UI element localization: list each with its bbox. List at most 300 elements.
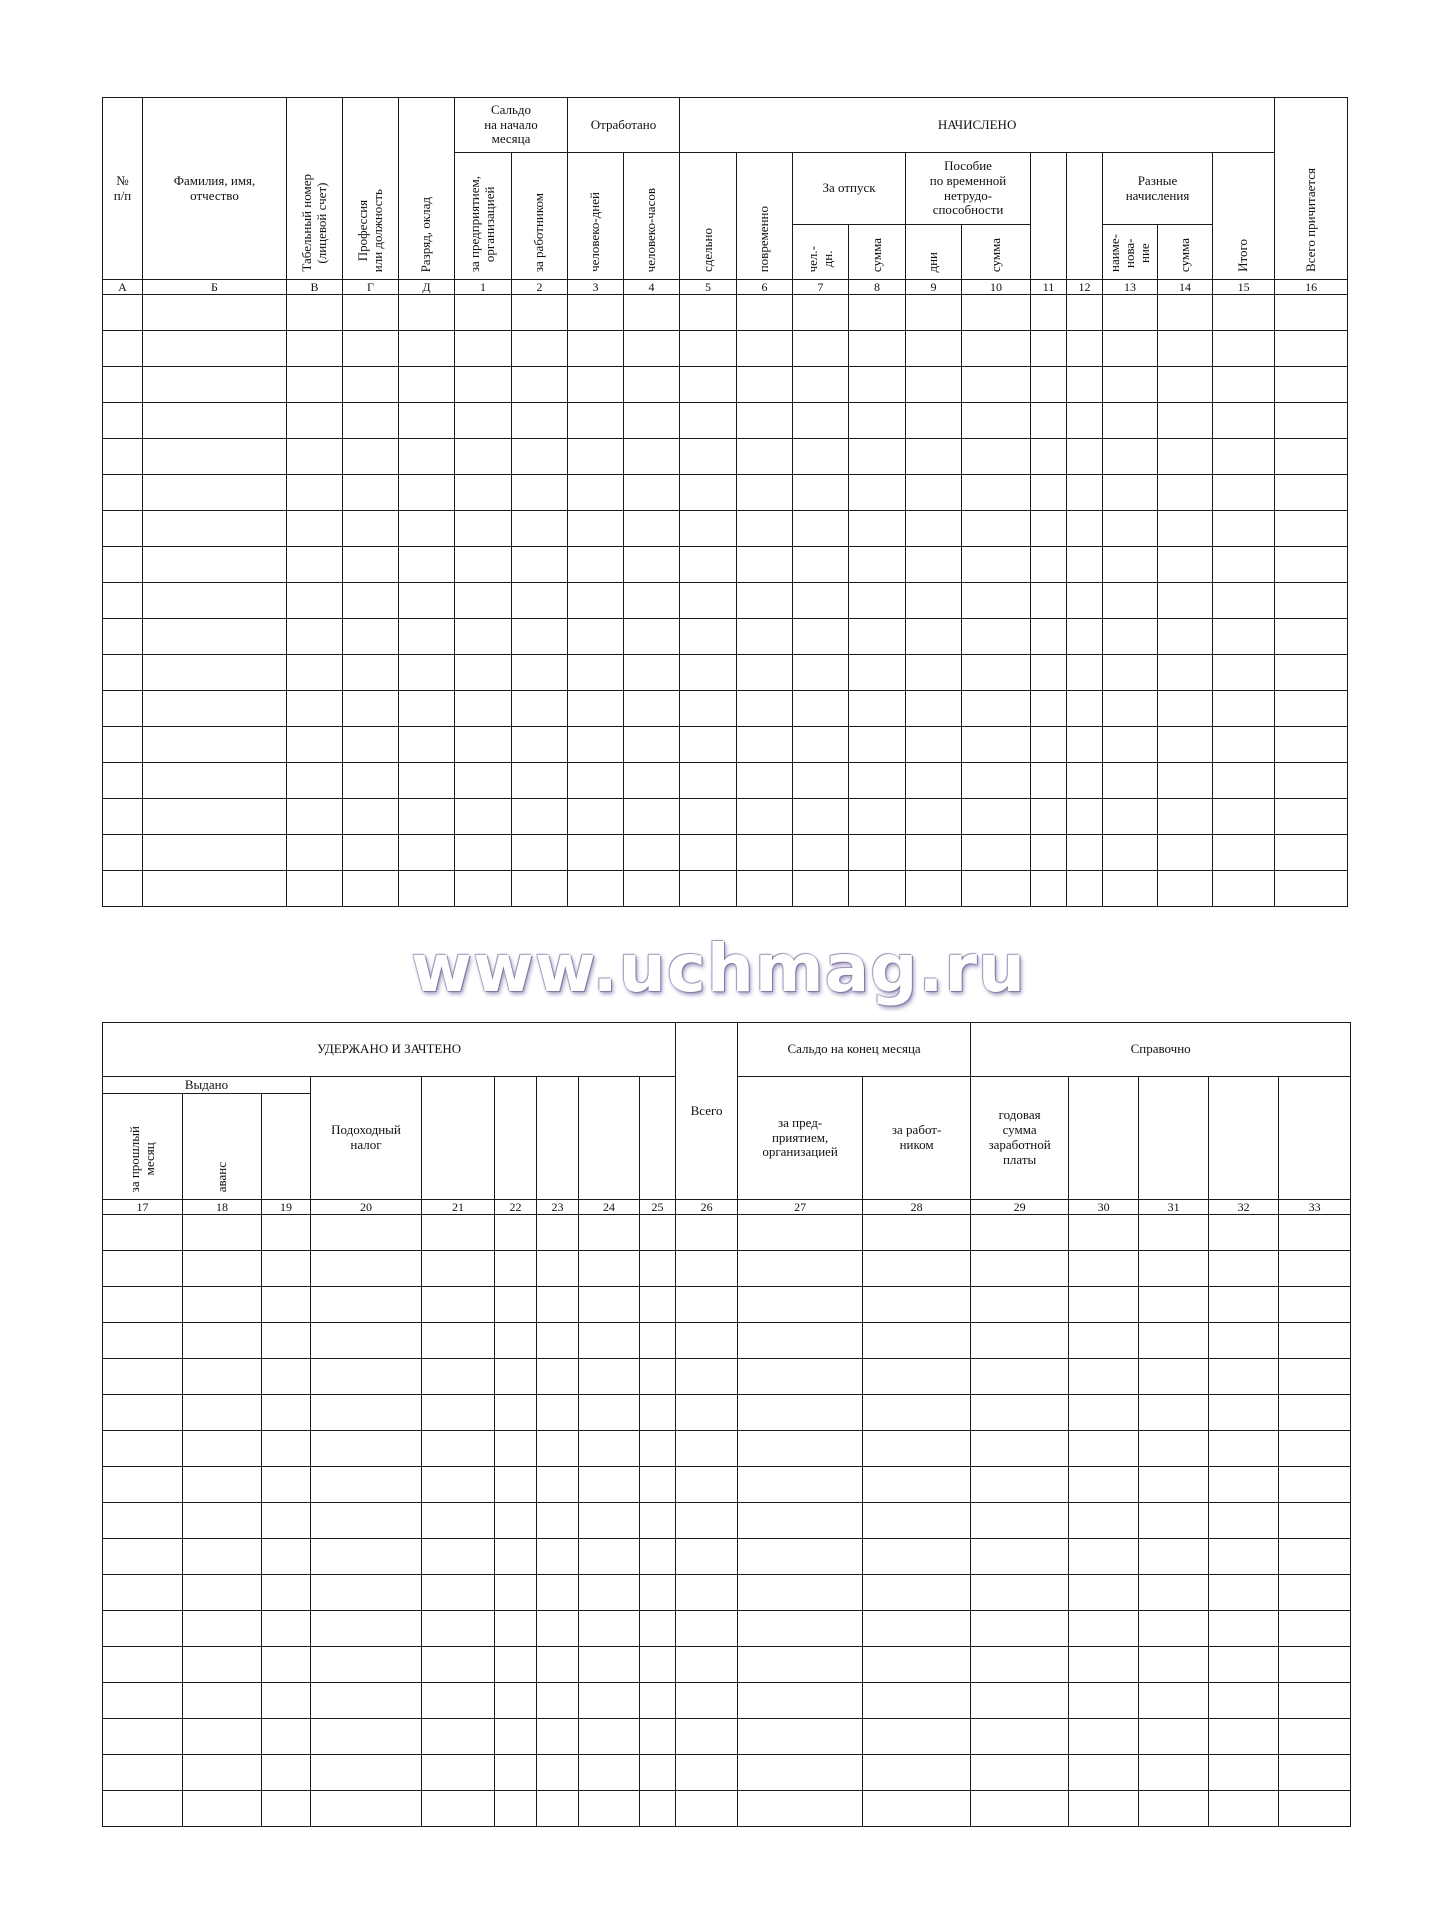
table-cell[interactable]: [849, 367, 906, 403]
table-cell[interactable]: [143, 727, 287, 763]
table-cell[interactable]: [624, 403, 680, 439]
table-cell[interactable]: [103, 1359, 183, 1395]
table-cell[interactable]: [287, 475, 343, 511]
table-cell[interactable]: [676, 1395, 738, 1431]
table-cell[interactable]: [1031, 295, 1067, 331]
table-cell[interactable]: [1067, 655, 1103, 691]
table-cell[interactable]: [906, 763, 962, 799]
table-cell[interactable]: [343, 295, 399, 331]
table-cell[interactable]: [1031, 763, 1067, 799]
table-cell[interactable]: [399, 367, 455, 403]
table-cell[interactable]: [906, 331, 962, 367]
table-cell[interactable]: [1103, 547, 1158, 583]
table-cell[interactable]: [143, 439, 287, 475]
table-cell[interactable]: [863, 1323, 971, 1359]
table-cell[interactable]: [738, 1215, 863, 1251]
table-cell[interactable]: [262, 1287, 311, 1323]
table-cell[interactable]: [624, 511, 680, 547]
table-cell[interactable]: [537, 1683, 579, 1719]
table-cell[interactable]: [906, 367, 962, 403]
table-cell[interactable]: [1139, 1647, 1209, 1683]
table-cell[interactable]: [971, 1719, 1069, 1755]
table-cell[interactable]: [640, 1575, 676, 1611]
table-cell[interactable]: [676, 1683, 738, 1719]
table-cell[interactable]: [1031, 871, 1067, 907]
table-cell[interactable]: [738, 1359, 863, 1395]
table-cell[interactable]: [1069, 1683, 1139, 1719]
table-cell[interactable]: [680, 331, 737, 367]
table-cell[interactable]: [568, 511, 624, 547]
table-cell[interactable]: [103, 1251, 183, 1287]
table-cell[interactable]: [1279, 1395, 1351, 1431]
table-cell[interactable]: [962, 691, 1031, 727]
table-cell[interactable]: [737, 367, 793, 403]
table-cell[interactable]: [962, 655, 1031, 691]
table-cell[interactable]: [512, 331, 568, 367]
table-cell[interactable]: [640, 1791, 676, 1827]
table-cell[interactable]: [455, 619, 512, 655]
table-cell[interactable]: [103, 331, 143, 367]
table-cell[interactable]: [287, 583, 343, 619]
table-cell[interactable]: [971, 1539, 1069, 1575]
table-cell[interactable]: [399, 763, 455, 799]
table-cell[interactable]: [971, 1251, 1069, 1287]
table-cell[interactable]: [680, 871, 737, 907]
table-cell[interactable]: [1067, 727, 1103, 763]
table-cell[interactable]: [287, 331, 343, 367]
table-cell[interactable]: [1067, 871, 1103, 907]
table-cell[interactable]: [422, 1251, 495, 1287]
table-cell[interactable]: [906, 583, 962, 619]
table-cell[interactable]: [568, 655, 624, 691]
table-cell[interactable]: [579, 1359, 640, 1395]
table-cell[interactable]: [422, 1575, 495, 1611]
table-cell[interactable]: [512, 835, 568, 871]
table-cell[interactable]: [183, 1431, 262, 1467]
table-cell[interactable]: [1067, 475, 1103, 511]
table-cell[interactable]: [495, 1395, 537, 1431]
table-cell[interactable]: [793, 583, 849, 619]
table-cell[interactable]: [343, 763, 399, 799]
table-cell[interactable]: [1209, 1467, 1279, 1503]
table-cell[interactable]: [1139, 1323, 1209, 1359]
table-cell[interactable]: [1279, 1287, 1351, 1323]
table-cell[interactable]: [849, 475, 906, 511]
table-cell[interactable]: [676, 1503, 738, 1539]
table-cell[interactable]: [311, 1503, 422, 1539]
table-cell[interactable]: [455, 547, 512, 583]
table-cell[interactable]: [962, 763, 1031, 799]
table-cell[interactable]: [262, 1503, 311, 1539]
table-cell[interactable]: [1209, 1215, 1279, 1251]
table-cell[interactable]: [1139, 1287, 1209, 1323]
table-cell[interactable]: [262, 1539, 311, 1575]
table-cell[interactable]: [399, 547, 455, 583]
table-cell[interactable]: [971, 1611, 1069, 1647]
table-cell[interactable]: [1209, 1251, 1279, 1287]
table-cell[interactable]: [1279, 1539, 1351, 1575]
table-cell[interactable]: [1067, 583, 1103, 619]
table-cell[interactable]: [1279, 1719, 1351, 1755]
table-cell[interactable]: [512, 763, 568, 799]
table-cell[interactable]: [143, 691, 287, 727]
table-cell[interactable]: [399, 835, 455, 871]
table-cell[interactable]: [143, 511, 287, 547]
table-cell[interactable]: [262, 1215, 311, 1251]
table-cell[interactable]: [399, 403, 455, 439]
table-cell[interactable]: [455, 403, 512, 439]
table-cell[interactable]: [422, 1719, 495, 1755]
table-cell[interactable]: [863, 1683, 971, 1719]
table-cell[interactable]: [422, 1287, 495, 1323]
table-cell[interactable]: [455, 367, 512, 403]
table-cell[interactable]: [495, 1323, 537, 1359]
table-cell[interactable]: [183, 1611, 262, 1647]
table-cell[interactable]: [512, 511, 568, 547]
table-cell[interactable]: [1209, 1323, 1279, 1359]
table-cell[interactable]: [143, 871, 287, 907]
table-cell[interactable]: [311, 1251, 422, 1287]
table-cell[interactable]: [640, 1251, 676, 1287]
table-cell[interactable]: [1067, 619, 1103, 655]
table-cell[interactable]: [962, 439, 1031, 475]
table-cell[interactable]: [537, 1287, 579, 1323]
table-cell[interactable]: [906, 295, 962, 331]
table-cell[interactable]: [738, 1719, 863, 1755]
table-cell[interactable]: [1158, 871, 1213, 907]
table-cell[interactable]: [143, 403, 287, 439]
table-cell[interactable]: [495, 1683, 537, 1719]
table-cell[interactable]: [1067, 511, 1103, 547]
table-cell[interactable]: [1158, 799, 1213, 835]
table-cell[interactable]: [455, 655, 512, 691]
table-cell[interactable]: [537, 1791, 579, 1827]
table-cell[interactable]: [287, 655, 343, 691]
table-cell[interactable]: [793, 835, 849, 871]
table-cell[interactable]: [971, 1359, 1069, 1395]
table-cell[interactable]: [793, 691, 849, 727]
table-cell[interactable]: [311, 1395, 422, 1431]
table-cell[interactable]: [1067, 331, 1103, 367]
table-cell[interactable]: [640, 1431, 676, 1467]
table-cell[interactable]: [680, 835, 737, 871]
table-cell[interactable]: [849, 619, 906, 655]
table-cell[interactable]: [579, 1251, 640, 1287]
table-cell[interactable]: [962, 583, 1031, 619]
table-cell[interactable]: [793, 511, 849, 547]
table-cell[interactable]: [455, 439, 512, 475]
table-cell[interactable]: [640, 1611, 676, 1647]
table-cell[interactable]: [1279, 1251, 1351, 1287]
table-cell[interactable]: [1213, 511, 1275, 547]
table-cell[interactable]: [568, 583, 624, 619]
table-cell[interactable]: [1067, 799, 1103, 835]
table-cell[interactable]: [906, 475, 962, 511]
table-cell[interactable]: [262, 1575, 311, 1611]
table-cell[interactable]: [1213, 871, 1275, 907]
table-cell[interactable]: [512, 583, 568, 619]
table-cell[interactable]: [103, 1215, 183, 1251]
table-cell[interactable]: [311, 1755, 422, 1791]
table-cell[interactable]: [103, 1503, 183, 1539]
table-cell[interactable]: [183, 1647, 262, 1683]
table-cell[interactable]: [1158, 403, 1213, 439]
table-cell[interactable]: [737, 547, 793, 583]
table-cell[interactable]: [579, 1503, 640, 1539]
table-cell[interactable]: [793, 403, 849, 439]
table-cell[interactable]: [495, 1719, 537, 1755]
table-cell[interactable]: [1103, 655, 1158, 691]
table-cell[interactable]: [962, 547, 1031, 583]
table-cell[interactable]: [849, 439, 906, 475]
table-cell[interactable]: [103, 691, 143, 727]
table-cell[interactable]: [863, 1395, 971, 1431]
table-cell[interactable]: [143, 763, 287, 799]
table-cell[interactable]: [103, 583, 143, 619]
table-cell[interactable]: [1069, 1791, 1139, 1827]
table-cell[interactable]: [676, 1251, 738, 1287]
table-cell[interactable]: [568, 367, 624, 403]
table-cell[interactable]: [1139, 1215, 1209, 1251]
table-cell[interactable]: [1275, 835, 1348, 871]
table-cell[interactable]: [1275, 583, 1348, 619]
table-cell[interactable]: [863, 1647, 971, 1683]
table-cell[interactable]: [962, 295, 1031, 331]
table-cell[interactable]: [1139, 1719, 1209, 1755]
table-cell[interactable]: [537, 1251, 579, 1287]
table-cell[interactable]: [971, 1791, 1069, 1827]
table-cell[interactable]: [183, 1683, 262, 1719]
table-cell[interactable]: [343, 331, 399, 367]
table-cell[interactable]: [103, 727, 143, 763]
table-cell[interactable]: [262, 1611, 311, 1647]
table-cell[interactable]: [143, 367, 287, 403]
table-cell[interactable]: [1158, 547, 1213, 583]
table-cell[interactable]: [640, 1467, 676, 1503]
table-cell[interactable]: [455, 331, 512, 367]
table-cell[interactable]: [738, 1467, 863, 1503]
table-cell[interactable]: [1158, 835, 1213, 871]
table-cell[interactable]: [568, 619, 624, 655]
table-cell[interactable]: [676, 1539, 738, 1575]
table-cell[interactable]: [1275, 871, 1348, 907]
table-cell[interactable]: [311, 1683, 422, 1719]
table-cell[interactable]: [1275, 331, 1348, 367]
table-cell[interactable]: [849, 655, 906, 691]
table-cell[interactable]: [455, 475, 512, 511]
table-cell[interactable]: [1158, 691, 1213, 727]
table-cell[interactable]: [676, 1467, 738, 1503]
table-cell[interactable]: [568, 439, 624, 475]
table-cell[interactable]: [495, 1503, 537, 1539]
table-cell[interactable]: [1275, 691, 1348, 727]
table-cell[interactable]: [737, 763, 793, 799]
table-cell[interactable]: [287, 799, 343, 835]
table-cell[interactable]: [1103, 799, 1158, 835]
table-cell[interactable]: [183, 1755, 262, 1791]
table-cell[interactable]: [863, 1359, 971, 1395]
table-cell[interactable]: [1031, 475, 1067, 511]
table-cell[interactable]: [849, 763, 906, 799]
table-cell[interactable]: [579, 1683, 640, 1719]
table-cell[interactable]: [1031, 727, 1067, 763]
table-cell[interactable]: [311, 1719, 422, 1755]
table-cell[interactable]: [624, 547, 680, 583]
table-cell[interactable]: [680, 295, 737, 331]
table-cell[interactable]: [399, 655, 455, 691]
table-cell[interactable]: [495, 1611, 537, 1647]
table-cell[interactable]: [1209, 1359, 1279, 1395]
table-cell[interactable]: [287, 835, 343, 871]
table-cell[interactable]: [1139, 1611, 1209, 1647]
table-cell[interactable]: [1067, 367, 1103, 403]
table-cell[interactable]: [863, 1251, 971, 1287]
table-cell[interactable]: [906, 835, 962, 871]
table-cell[interactable]: [103, 295, 143, 331]
table-cell[interactable]: [1031, 439, 1067, 475]
table-cell[interactable]: [962, 331, 1031, 367]
table-cell[interactable]: [1279, 1431, 1351, 1467]
table-cell[interactable]: [906, 691, 962, 727]
table-cell[interactable]: [793, 619, 849, 655]
table-cell[interactable]: [624, 439, 680, 475]
table-cell[interactable]: [287, 763, 343, 799]
table-cell[interactable]: [971, 1575, 1069, 1611]
table-cell[interactable]: [1213, 475, 1275, 511]
table-cell[interactable]: [962, 799, 1031, 835]
table-cell[interactable]: [1067, 439, 1103, 475]
table-cell[interactable]: [579, 1323, 640, 1359]
table-cell[interactable]: [1103, 331, 1158, 367]
table-cell[interactable]: [343, 439, 399, 475]
table-cell[interactable]: [1158, 475, 1213, 511]
table-cell[interactable]: [343, 727, 399, 763]
table-cell[interactable]: [1209, 1719, 1279, 1755]
table-cell[interactable]: [849, 511, 906, 547]
table-cell[interactable]: [422, 1503, 495, 1539]
table-cell[interactable]: [1275, 367, 1348, 403]
table-cell[interactable]: [738, 1287, 863, 1323]
table-cell[interactable]: [579, 1755, 640, 1791]
table-cell[interactable]: [849, 547, 906, 583]
table-cell[interactable]: [1275, 547, 1348, 583]
table-cell[interactable]: [1209, 1755, 1279, 1791]
table-cell[interactable]: [1209, 1791, 1279, 1827]
table-cell[interactable]: [537, 1611, 579, 1647]
table-cell[interactable]: [849, 403, 906, 439]
table-cell[interactable]: [863, 1503, 971, 1539]
table-cell[interactable]: [262, 1251, 311, 1287]
table-cell[interactable]: [422, 1791, 495, 1827]
table-cell[interactable]: [311, 1467, 422, 1503]
table-cell[interactable]: [1158, 295, 1213, 331]
table-cell[interactable]: [103, 655, 143, 691]
table-cell[interactable]: [1213, 691, 1275, 727]
table-cell[interactable]: [399, 511, 455, 547]
table-cell[interactable]: [103, 799, 143, 835]
table-cell[interactable]: [103, 403, 143, 439]
table-cell[interactable]: [1103, 511, 1158, 547]
table-cell[interactable]: [793, 799, 849, 835]
table-cell[interactable]: [1209, 1431, 1279, 1467]
table-cell[interactable]: [183, 1791, 262, 1827]
table-cell[interactable]: [262, 1719, 311, 1755]
table-cell[interactable]: [1069, 1719, 1139, 1755]
table-cell[interactable]: [1275, 439, 1348, 475]
table-cell[interactable]: [1067, 763, 1103, 799]
table-cell[interactable]: [103, 1755, 183, 1791]
table-cell[interactable]: [676, 1647, 738, 1683]
table-cell[interactable]: [863, 1611, 971, 1647]
table-cell[interactable]: [183, 1251, 262, 1287]
table-cell[interactable]: [680, 583, 737, 619]
table-cell[interactable]: [971, 1431, 1069, 1467]
table-cell[interactable]: [1275, 727, 1348, 763]
table-cell[interactable]: [579, 1395, 640, 1431]
table-cell[interactable]: [1031, 403, 1067, 439]
table-cell[interactable]: [737, 583, 793, 619]
table-cell[interactable]: [1209, 1503, 1279, 1539]
table-cell[interactable]: [680, 691, 737, 727]
table-cell[interactable]: [863, 1287, 971, 1323]
table-cell[interactable]: [1213, 727, 1275, 763]
table-cell[interactable]: [738, 1395, 863, 1431]
table-cell[interactable]: [680, 763, 737, 799]
table-cell[interactable]: [1209, 1395, 1279, 1431]
table-cell[interactable]: [849, 295, 906, 331]
table-cell[interactable]: [262, 1323, 311, 1359]
table-cell[interactable]: [676, 1359, 738, 1395]
table-cell[interactable]: [737, 511, 793, 547]
table-cell[interactable]: [579, 1215, 640, 1251]
table-cell[interactable]: [737, 295, 793, 331]
table-cell[interactable]: [183, 1719, 262, 1755]
table-cell[interactable]: [262, 1647, 311, 1683]
table-cell[interactable]: [311, 1215, 422, 1251]
table-cell[interactable]: [624, 367, 680, 403]
table-cell[interactable]: [103, 1791, 183, 1827]
table-cell[interactable]: [906, 403, 962, 439]
table-cell[interactable]: [399, 583, 455, 619]
table-cell[interactable]: [1213, 403, 1275, 439]
table-cell[interactable]: [1069, 1287, 1139, 1323]
table-cell[interactable]: [103, 475, 143, 511]
table-cell[interactable]: [103, 1431, 183, 1467]
table-cell[interactable]: [1158, 331, 1213, 367]
table-cell[interactable]: [1275, 511, 1348, 547]
table-cell[interactable]: [1139, 1251, 1209, 1287]
table-cell[interactable]: [537, 1431, 579, 1467]
table-cell[interactable]: [512, 439, 568, 475]
table-cell[interactable]: [1139, 1359, 1209, 1395]
table-cell[interactable]: [455, 763, 512, 799]
table-cell[interactable]: [680, 475, 737, 511]
table-cell[interactable]: [512, 691, 568, 727]
table-cell[interactable]: [183, 1395, 262, 1431]
table-cell[interactable]: [971, 1683, 1069, 1719]
table-cell[interactable]: [962, 403, 1031, 439]
table-cell[interactable]: [680, 439, 737, 475]
table-cell[interactable]: [624, 763, 680, 799]
table-cell[interactable]: [568, 295, 624, 331]
table-cell[interactable]: [537, 1719, 579, 1755]
table-cell[interactable]: [1069, 1467, 1139, 1503]
table-cell[interactable]: [495, 1287, 537, 1323]
table-cell[interactable]: [1139, 1539, 1209, 1575]
table-cell[interactable]: [311, 1647, 422, 1683]
table-cell[interactable]: [737, 439, 793, 475]
table-cell[interactable]: [537, 1647, 579, 1683]
